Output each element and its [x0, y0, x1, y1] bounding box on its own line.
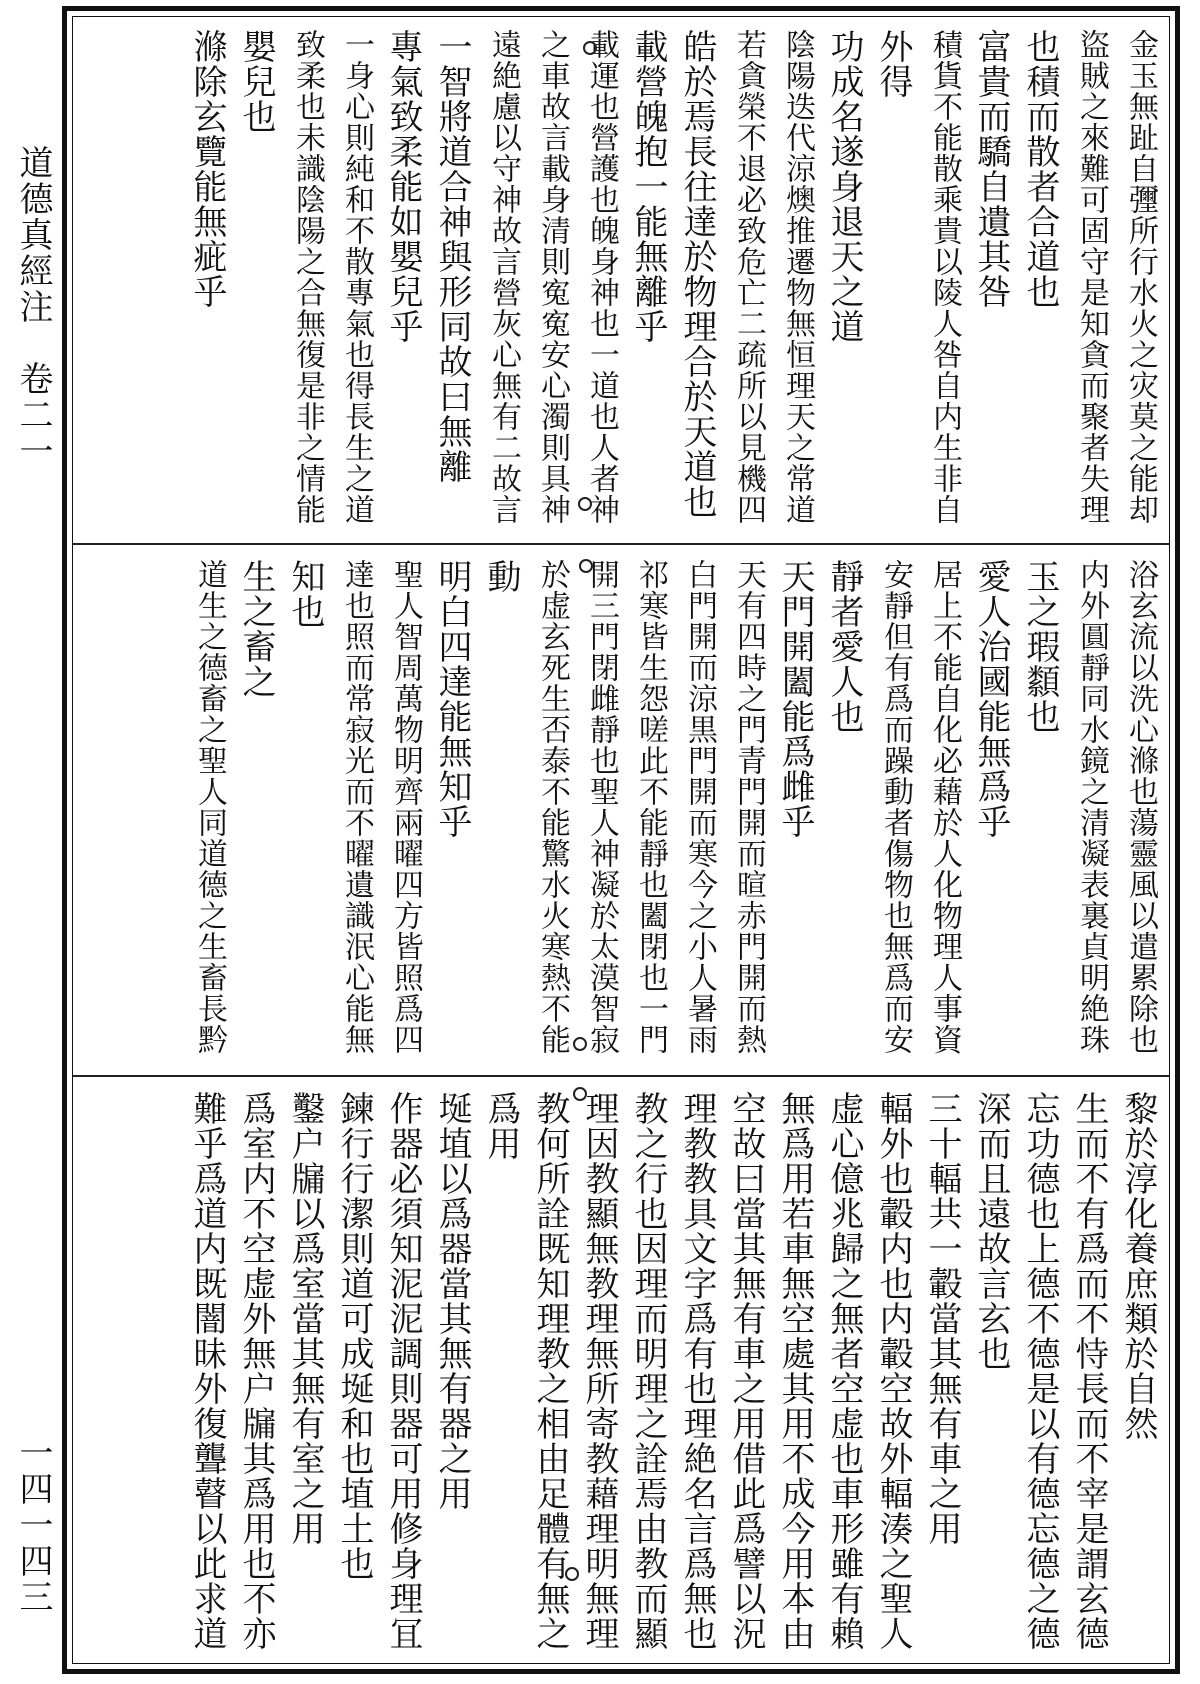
text-column: 生之畜之 [236, 559, 276, 699]
text-column: 爲用 [481, 1091, 521, 1161]
text-column: 安靜但有爲而躁動者傷物也無爲而安 [878, 559, 913, 1055]
text-column: 動 [481, 559, 521, 594]
text-column: 内外圓靜同水鏡之清凝表裏貞明絶珠 [1074, 559, 1109, 1055]
text-column: 浴玄流以洗心滌也蕩靈風以遣累除也 [1123, 559, 1158, 1055]
text-column: 聖人智周萬物明齊兩曜四方皆照爲四 [388, 559, 423, 1055]
text-column: 鍊行行潔則道可成埏和也埴土也 [334, 1091, 374, 1581]
text-column: 若貪榮不退必致危亡二疏所以見機四 [731, 29, 766, 525]
panel-divider [73, 1075, 1169, 1077]
text-panel-3 [73, 1079, 1169, 1669]
text-column: 無爲用若車無空處其用不成今用本由 [775, 1091, 815, 1651]
text-column: 黎於淳化養庶類於自然 [1118, 1091, 1158, 1441]
text-column: 富貴而驕自遺其咎 [971, 29, 1011, 309]
margin-title: 道德真經注 卷二一 [13, 145, 53, 469]
text-panel-1 [73, 17, 1169, 542]
circle-mark [573, 1087, 587, 1101]
text-column: 道生之德畜之聖人同道德之生畜長黔 [192, 559, 227, 1055]
text-column: 一身心則純和不散專氣也得長生之道 [339, 29, 374, 525]
text-column: 載營魄抱一能無離乎 [628, 29, 668, 344]
circle-mark [583, 41, 597, 55]
text-column: 埏埴以爲器當其無有器之用 [432, 1091, 472, 1511]
text-column: 明白四達能無知乎 [432, 559, 472, 839]
text-column: 虚心億兆歸之無者空虚也車形雖有賴 [824, 1091, 864, 1651]
text-column: 三十輻共一轂當其無有車之用 [922, 1091, 962, 1546]
text-column: 知也 [285, 559, 325, 629]
page-frame [62, 6, 1180, 1674]
panel-divider [73, 543, 1169, 545]
text-column: 鑿户牖以爲室當其無有室之用 [285, 1091, 325, 1546]
text-column: 教之行也因理而明理之詮焉由教而顯 [628, 1091, 668, 1651]
text-column: 玉之瑕纇也 [1020, 559, 1060, 734]
text-column: 致柔也未識陰陽之合無復是非之情能 [290, 29, 325, 525]
text-column: 天門開闔能爲雌乎 [775, 559, 815, 839]
text-column: 輻外也轂内也内轂空故外輻湊之聖人 [873, 1091, 913, 1651]
circle-mark [578, 497, 592, 511]
text-column: 於虚玄死生否泰不能驚水火寒熱不能 [535, 559, 570, 1055]
text-column: 靜者愛人也 [824, 559, 864, 734]
text-column: 開三門閉雌靜也聖人神凝於太漠智寂 [584, 559, 619, 1055]
text-column: 皓於焉長往達於物理合於天道也 [677, 29, 717, 519]
text-column: 白門開而涼黒門開而寒今之小人暑雨 [682, 559, 717, 1055]
text-column: 爲室内不空虚外無户牖其爲用也不亦 [236, 1091, 276, 1651]
text-column: 陰陽迭代涼燠推遷物無恒理天之常道 [780, 29, 815, 525]
text-column: 之車故言載身清則寃寃安心濁則具神 [535, 29, 570, 525]
text-column: 專氣致柔能如嬰兒乎 [383, 29, 423, 344]
text-column: 生而不有爲而不恃長而不宰是謂玄德 [1069, 1091, 1109, 1651]
text-column: 難乎爲道内既闇昧外復聾瞽以此求道 [187, 1091, 227, 1651]
text-column: 滌除玄覽能無疵乎 [187, 29, 227, 309]
text-column: 理教教具文字爲有也理絶名言爲無也 [677, 1091, 717, 1651]
text-column: 遠絶慮以守神故言營灰心無有二故言 [486, 29, 521, 525]
text-column: 金玉無趾自㣆所行水火之灾莫之能却 [1123, 29, 1158, 525]
text-column: 居上不能自化必藉於人化物理人事資 [927, 559, 962, 1055]
circle-mark [579, 559, 593, 573]
text-column: 祁寒皆生怨嗟此不能靜也闔閉也一門 [633, 559, 668, 1055]
text-column: 理因教顯無教理無所寄教藉理明無理 [579, 1091, 619, 1651]
text-column: 功成名遂身退天之道 [824, 29, 864, 344]
text-column: 作器必須知泥泥調則器可用修身理冝 [383, 1091, 423, 1651]
text-column: 忘功德也上德不德是以有德忘德之德 [1020, 1091, 1060, 1651]
text-column: 積貨不能散乘貴以陵人咎自内生非自 [927, 29, 962, 525]
text-column: 載運也營護也魄身神也一道也人者神 [584, 29, 619, 525]
text-column: 空故曰當其無有車之用借此爲譬以況 [726, 1091, 766, 1651]
text-column: 天有四時之門青門開而暄赤門開而熱 [731, 559, 766, 1055]
circle-mark [573, 1037, 587, 1051]
text-panel-2 [73, 547, 1169, 1072]
circle-mark [565, 1567, 579, 1581]
text-column: 愛人治國能無爲乎 [971, 559, 1011, 839]
text-column: 達也照而常寂光而不曜遺識泯心能無 [339, 559, 374, 1055]
text-column: 外得 [873, 29, 913, 99]
text-column: 也積而散者合道也 [1020, 29, 1060, 309]
text-column: 教何所詮既知理教之相由足體有無之 [530, 1091, 570, 1651]
text-column: 深而且遠故言玄也 [971, 1091, 1011, 1371]
margin-page-number: 一四一四三 [13, 1435, 53, 1615]
text-column: 一智將道合神與形同故曰無離 [432, 29, 472, 484]
text-column: 盜賊之來難可固守是知貪而聚者失理 [1074, 29, 1109, 525]
text-column: 嬰兒也 [236, 29, 276, 134]
